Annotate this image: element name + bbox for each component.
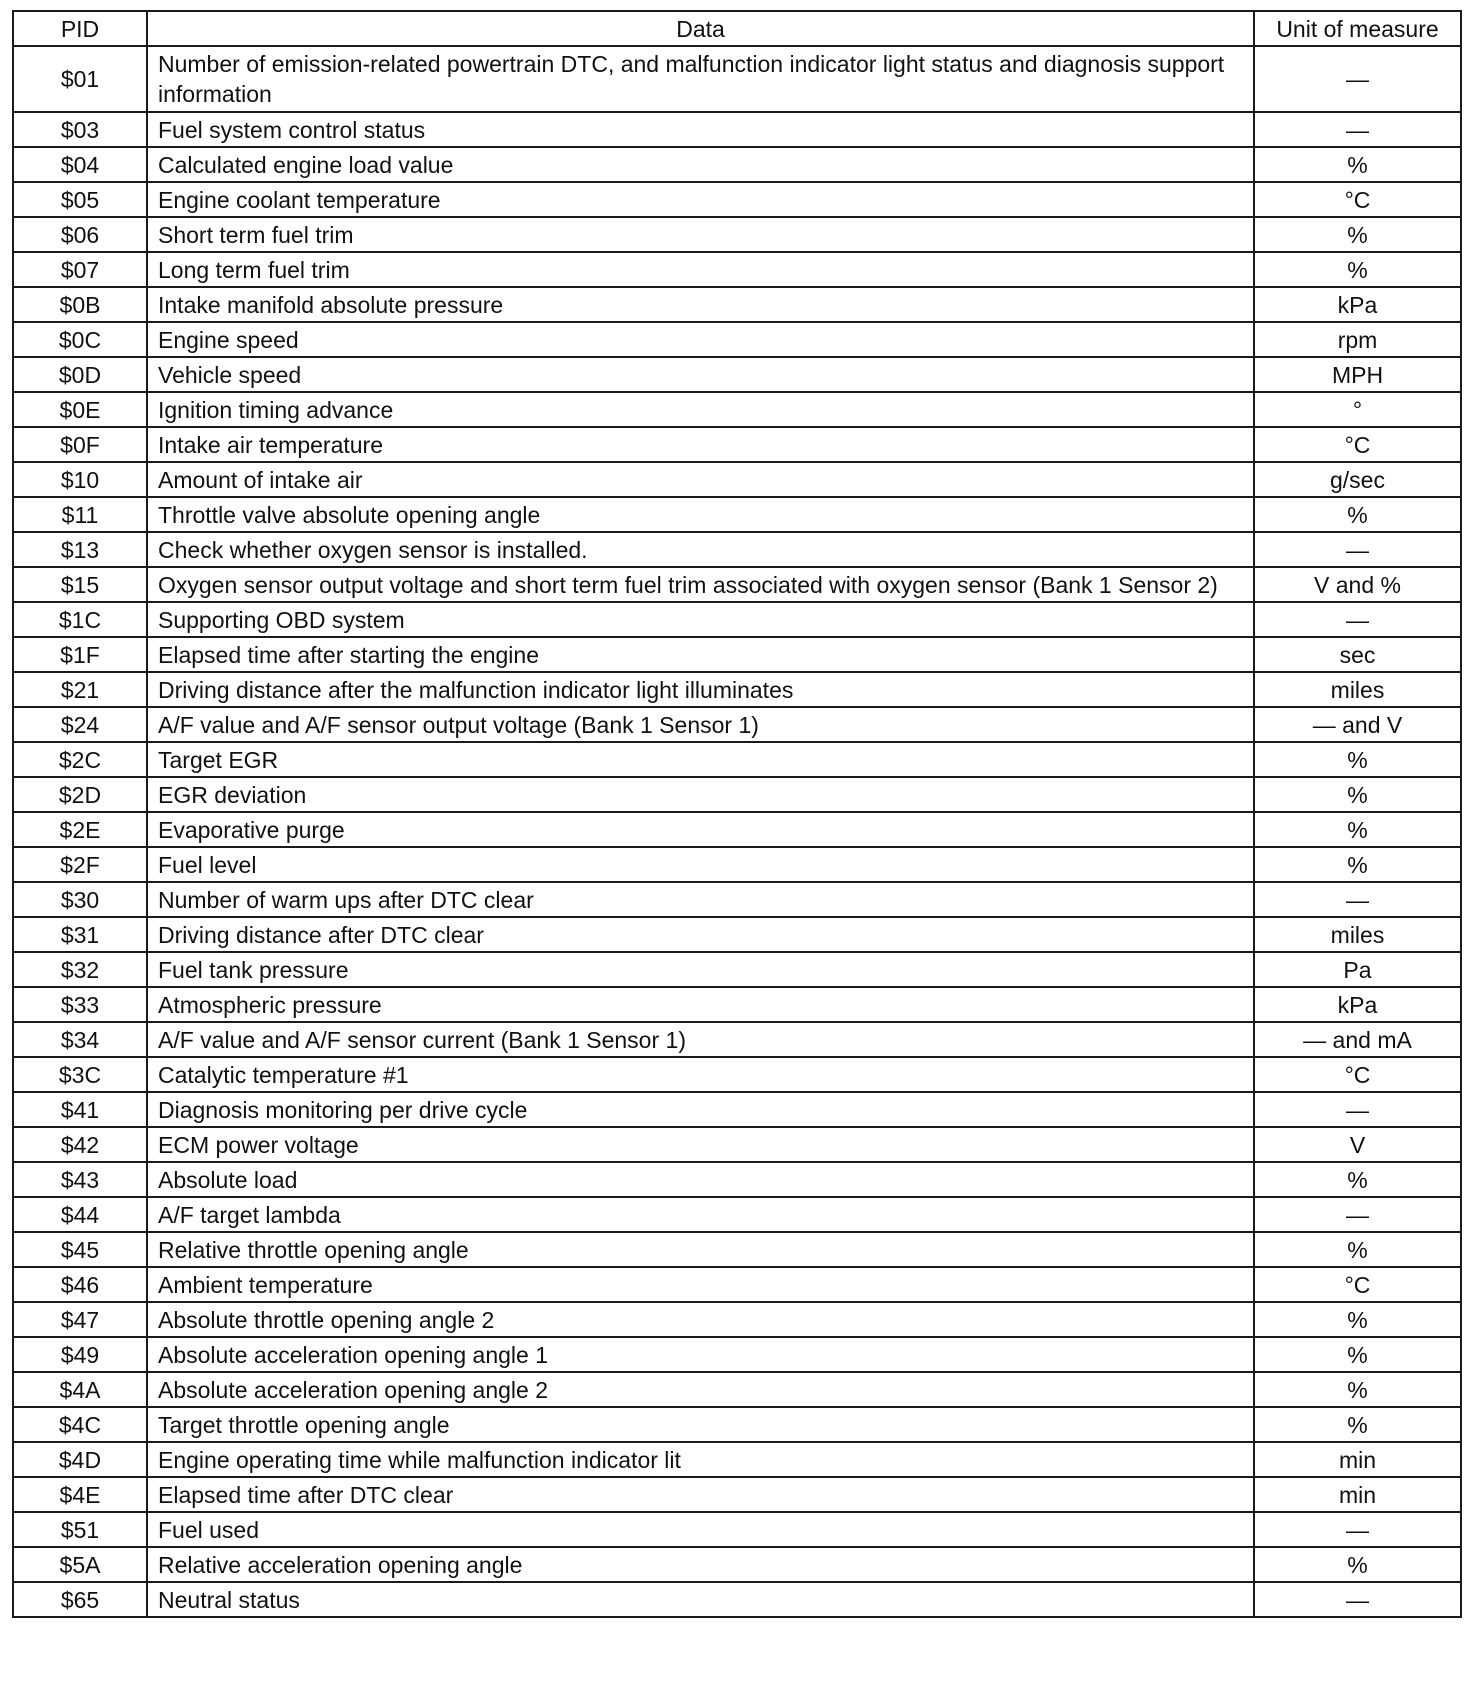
- table-row: [13, 1162, 1461, 1197]
- table-row: [13, 112, 1461, 147]
- pid-cell: $15: [13, 567, 147, 602]
- pid-cell: $1F: [13, 637, 147, 672]
- pid-cell: $33: [13, 987, 147, 1022]
- unit-cell: %: [1254, 252, 1461, 287]
- unit-cell: %: [1254, 1302, 1461, 1337]
- pid-cell: $2E: [13, 812, 147, 847]
- table-row: [13, 777, 1461, 812]
- data-cell: Driving distance after DTC clear: [147, 917, 1254, 952]
- pid-cell: $46: [13, 1267, 147, 1302]
- pid-cell: $06: [13, 217, 147, 252]
- table-row: [13, 1302, 1461, 1337]
- unit-cell: %: [1254, 217, 1461, 252]
- pid-cell: $03: [13, 112, 147, 147]
- data-cell: Amount of intake air: [147, 462, 1254, 497]
- table-row: [13, 672, 1461, 707]
- pid-cell: $0F: [13, 427, 147, 462]
- pid-cell: $05: [13, 182, 147, 217]
- unit-cell: V and %: [1254, 567, 1461, 602]
- pid-cell: $4E: [13, 1477, 147, 1512]
- pid-cell: $44: [13, 1197, 147, 1232]
- data-cell: Engine operating time while malfunction indicator lit: [147, 1442, 1254, 1477]
- table-row: [13, 1372, 1461, 1407]
- data-cell: Intake manifold absolute pressure: [147, 287, 1254, 322]
- pid-cell: $3C: [13, 1057, 147, 1092]
- table-row: [13, 1232, 1461, 1267]
- data-cell: Driving distance after the malfunction indicator light illuminates: [147, 672, 1254, 707]
- unit-cell: miles: [1254, 917, 1461, 952]
- data-cell: A/F value and A/F sensor current (Bank 1 Sensor 1): [147, 1022, 1254, 1057]
- unit-cell: %: [1254, 497, 1461, 532]
- unit-cell: %: [1254, 147, 1461, 182]
- table-row: [13, 882, 1461, 917]
- unit-cell: MPH: [1254, 357, 1461, 392]
- table-row: [13, 182, 1461, 217]
- pid-cell: $07: [13, 252, 147, 287]
- pid-cell: $2C: [13, 742, 147, 777]
- data-cell: Engine speed: [147, 322, 1254, 357]
- header-pid: PID: [13, 11, 147, 46]
- pid-cell: $51: [13, 1512, 147, 1547]
- unit-cell: %: [1254, 1372, 1461, 1407]
- table-row: [13, 1267, 1461, 1302]
- unit-cell: °C: [1254, 1057, 1461, 1092]
- unit-cell: — and mA: [1254, 1022, 1461, 1057]
- table-row: [13, 147, 1461, 182]
- data-cell: Elapsed time after starting the engine: [147, 637, 1254, 672]
- unit-cell: %: [1254, 1337, 1461, 1372]
- data-cell: Intake air temperature: [147, 427, 1254, 462]
- data-cell: Evaporative purge: [147, 812, 1254, 847]
- data-cell: Number of warm ups after DTC clear: [147, 882, 1254, 917]
- data-cell: Calculated engine load value: [147, 147, 1254, 182]
- data-cell: Relative acceleration opening angle: [147, 1547, 1254, 1582]
- table-row: [13, 287, 1461, 322]
- data-cell: Long term fuel trim: [147, 252, 1254, 287]
- data-cell: Ambient temperature: [147, 1267, 1254, 1302]
- data-cell: Number of emission-related powertrain DTC, and malfunction indicator light status and diagnosis support information: [147, 46, 1254, 112]
- pid-cell: $49: [13, 1337, 147, 1372]
- table-row: [13, 602, 1461, 637]
- unit-cell: —: [1254, 1092, 1461, 1127]
- unit-cell: min: [1254, 1477, 1461, 1512]
- data-cell: Absolute acceleration opening angle 1: [147, 1337, 1254, 1372]
- pid-cell: $11: [13, 497, 147, 532]
- data-cell: Short term fuel trim: [147, 217, 1254, 252]
- unit-cell: kPa: [1254, 987, 1461, 1022]
- unit-cell: —: [1254, 1582, 1461, 1617]
- table-row: [13, 707, 1461, 742]
- table-body: [13, 46, 1461, 1617]
- pid-data-table: [12, 10, 1462, 1618]
- data-cell: A/F target lambda: [147, 1197, 1254, 1232]
- data-cell: Fuel used: [147, 1512, 1254, 1547]
- data-cell: Diagnosis monitoring per drive cycle: [147, 1092, 1254, 1127]
- data-cell: Target throttle opening angle: [147, 1407, 1254, 1442]
- pid-cell: $13: [13, 532, 147, 567]
- pid-cell: $45: [13, 1232, 147, 1267]
- unit-cell: —: [1254, 1512, 1461, 1547]
- table-row: [13, 567, 1461, 602]
- data-cell: Absolute throttle opening angle 2: [147, 1302, 1254, 1337]
- table-row: [13, 392, 1461, 427]
- data-cell: Elapsed time after DTC clear: [147, 1477, 1254, 1512]
- table-row: [13, 532, 1461, 567]
- pid-cell: $2F: [13, 847, 147, 882]
- pid-cell: $0E: [13, 392, 147, 427]
- unit-cell: %: [1254, 1162, 1461, 1197]
- data-cell: Throttle valve absolute opening angle: [147, 497, 1254, 532]
- table-row: [13, 637, 1461, 672]
- pid-cell: $65: [13, 1582, 147, 1617]
- unit-cell: %: [1254, 742, 1461, 777]
- pid-cell: $4C: [13, 1407, 147, 1442]
- pid-cell: $2D: [13, 777, 147, 812]
- data-cell: Atmospheric pressure: [147, 987, 1254, 1022]
- table-row: [13, 1337, 1461, 1372]
- unit-cell: %: [1254, 1407, 1461, 1442]
- unit-cell: Pa: [1254, 952, 1461, 987]
- unit-cell: —: [1254, 602, 1461, 637]
- data-cell: Catalytic temperature #1: [147, 1057, 1254, 1092]
- unit-cell: %: [1254, 812, 1461, 847]
- table-row: [13, 1022, 1461, 1057]
- data-cell: Absolute acceleration opening angle 2: [147, 1372, 1254, 1407]
- data-cell: Fuel level: [147, 847, 1254, 882]
- header-unit: Unit of measure: [1254, 11, 1461, 46]
- table-row: [13, 357, 1461, 392]
- data-cell: Check whether oxygen sensor is installed.: [147, 532, 1254, 567]
- pid-cell: $43: [13, 1162, 147, 1197]
- table-row: [13, 1127, 1461, 1162]
- unit-cell: miles: [1254, 672, 1461, 707]
- data-cell: Vehicle speed: [147, 357, 1254, 392]
- pid-cell: $5A: [13, 1547, 147, 1582]
- pid-cell: $01: [13, 46, 147, 112]
- table-header: [13, 11, 1461, 46]
- pid-cell: $31: [13, 917, 147, 952]
- unit-cell: %: [1254, 847, 1461, 882]
- data-cell: Neutral status: [147, 1582, 1254, 1617]
- unit-cell: %: [1254, 1232, 1461, 1267]
- unit-cell: —: [1254, 1197, 1461, 1232]
- data-cell: Target EGR: [147, 742, 1254, 777]
- table-row: [13, 847, 1461, 882]
- table-row: [13, 812, 1461, 847]
- data-cell: A/F value and A/F sensor output voltage (Bank 1 Sensor 1): [147, 707, 1254, 742]
- unit-cell: °C: [1254, 182, 1461, 217]
- data-cell: Fuel system control status: [147, 112, 1254, 147]
- table-row: [13, 462, 1461, 497]
- unit-cell: °C: [1254, 1267, 1461, 1302]
- unit-cell: —: [1254, 46, 1461, 112]
- unit-cell: —: [1254, 532, 1461, 567]
- table-row: [13, 917, 1461, 952]
- table-row: [13, 252, 1461, 287]
- table-row: [13, 1512, 1461, 1547]
- table-row: [13, 427, 1461, 462]
- data-cell: Ignition timing advance: [147, 392, 1254, 427]
- pid-cell: $0C: [13, 322, 147, 357]
- unit-cell: rpm: [1254, 322, 1461, 357]
- header-data: Data: [147, 11, 1254, 46]
- table-row: [13, 1547, 1461, 1582]
- table-row: [13, 1477, 1461, 1512]
- table-row: [13, 46, 1461, 112]
- data-cell: EGR deviation: [147, 777, 1254, 812]
- data-cell: Engine coolant temperature: [147, 182, 1254, 217]
- pid-cell: $30: [13, 882, 147, 917]
- table-row: [13, 987, 1461, 1022]
- data-cell: Relative throttle opening angle: [147, 1232, 1254, 1267]
- header-row: [13, 11, 1461, 46]
- unit-cell: °: [1254, 392, 1461, 427]
- pid-cell: $24: [13, 707, 147, 742]
- unit-cell: g/sec: [1254, 462, 1461, 497]
- pid-cell: $42: [13, 1127, 147, 1162]
- table-row: [13, 1092, 1461, 1127]
- unit-cell: — and V: [1254, 707, 1461, 742]
- unit-cell: V: [1254, 1127, 1461, 1162]
- pid-cell: $0B: [13, 287, 147, 322]
- table-row: [13, 322, 1461, 357]
- table-row: [13, 1057, 1461, 1092]
- pid-cell: $34: [13, 1022, 147, 1057]
- unit-cell: min: [1254, 1442, 1461, 1477]
- unit-cell: %: [1254, 777, 1461, 812]
- unit-cell: —: [1254, 882, 1461, 917]
- table-row: [13, 742, 1461, 777]
- unit-cell: %: [1254, 1547, 1461, 1582]
- table-row: [13, 497, 1461, 532]
- table-row: [13, 217, 1461, 252]
- pid-cell: $4D: [13, 1442, 147, 1477]
- data-cell: ECM power voltage: [147, 1127, 1254, 1162]
- table-row: [13, 1407, 1461, 1442]
- data-cell: Oxygen sensor output voltage and short term fuel trim associated with oxygen sensor (Bank 1 Sensor 2): [147, 567, 1254, 602]
- data-cell: Fuel tank pressure: [147, 952, 1254, 987]
- pid-cell: $04: [13, 147, 147, 182]
- pid-cell: $1C: [13, 602, 147, 637]
- unit-cell: —: [1254, 112, 1461, 147]
- pid-cell: $21: [13, 672, 147, 707]
- unit-cell: °C: [1254, 427, 1461, 462]
- pid-cell: $4A: [13, 1372, 147, 1407]
- pid-cell: $47: [13, 1302, 147, 1337]
- pid-cell: $32: [13, 952, 147, 987]
- table-row: [13, 1442, 1461, 1477]
- pid-cell: $41: [13, 1092, 147, 1127]
- table-row: [13, 1197, 1461, 1232]
- unit-cell: sec: [1254, 637, 1461, 672]
- data-cell: Supporting OBD system: [147, 602, 1254, 637]
- data-cell: Absolute load: [147, 1162, 1254, 1197]
- unit-cell: kPa: [1254, 287, 1461, 322]
- table-row: [13, 952, 1461, 987]
- table-row: [13, 1582, 1461, 1617]
- pid-cell: $0D: [13, 357, 147, 392]
- pid-cell: $10: [13, 462, 147, 497]
